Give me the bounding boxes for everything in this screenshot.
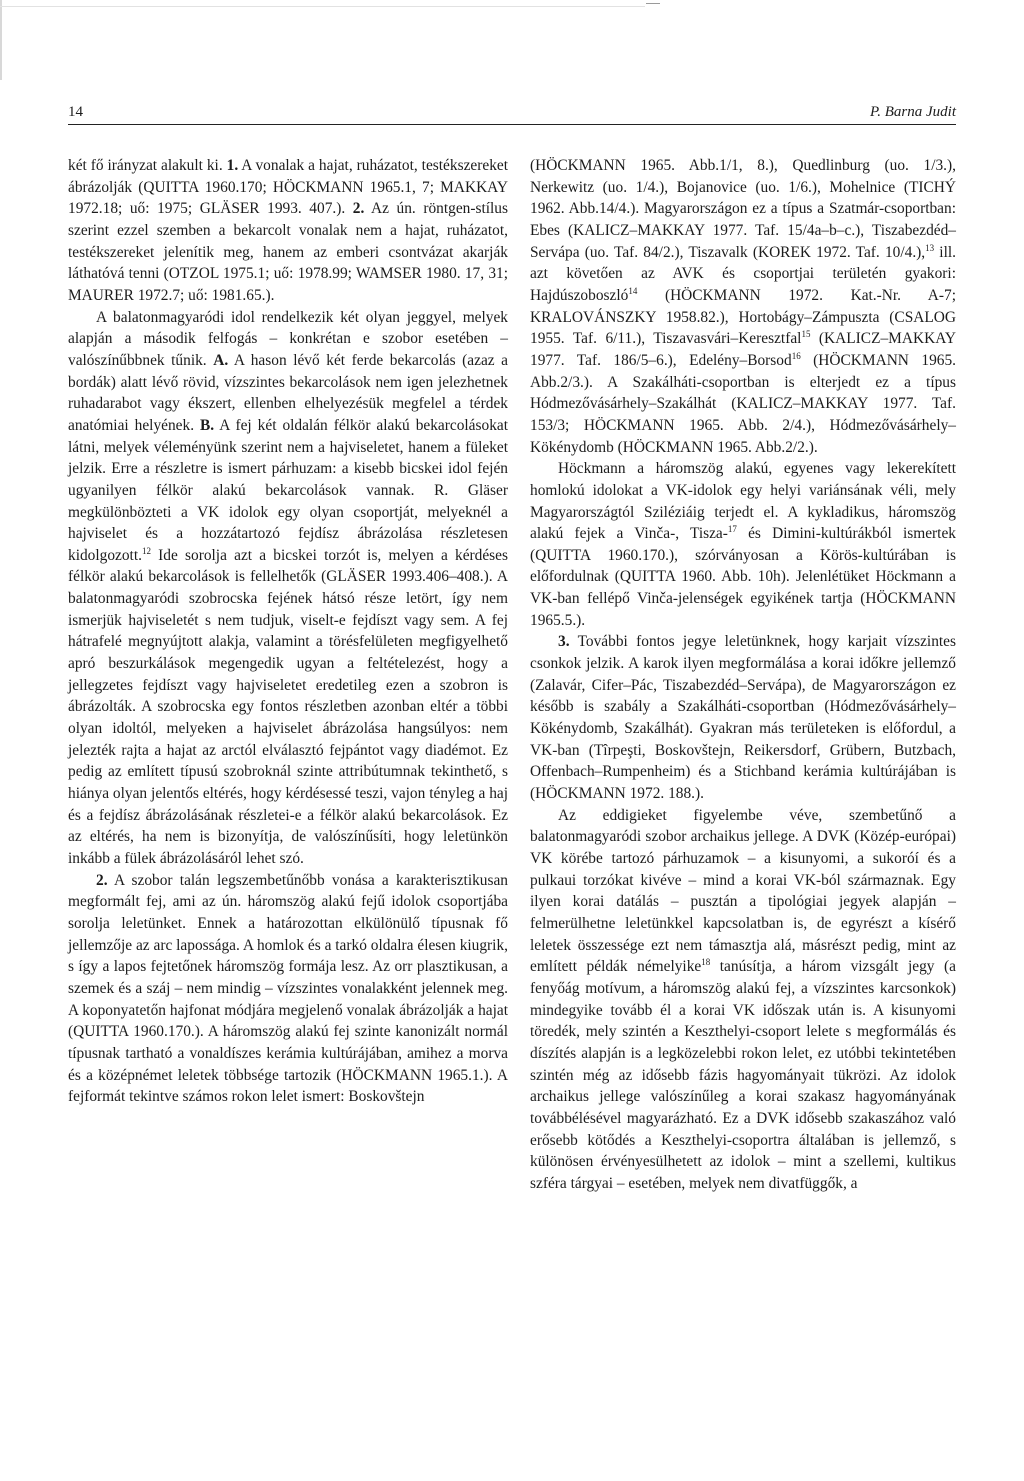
text-run: Höckmann a háromszög alakú, egyenes vagy lekerekített homlokú idolokat a VK-idolok egy helyi variánsának véli, mely Magyarországtól Sziléziáig terjedt el. A kykladikus, háromszög alakú fejek a Vinča-, Tisza-	[530, 460, 956, 543]
page-header	[68, 100, 956, 125]
right-text-column	[530, 155, 956, 1195]
footnote-ref: 14	[628, 285, 638, 296]
paragraph	[68, 870, 508, 1108]
scan-edge-left	[0, 0, 2, 80]
paragraph	[530, 155, 956, 458]
paragraph	[68, 307, 508, 870]
text-run: További fontos jegye leletünknek, hogy karjait vízszintes csonkok jelzik. A karok ilyen megformálása a korai időkre jellemző (Zalavár, Cifer–Pác, Tiszabezdéd–Servápa), de Magyarországon ez később is szabály a Szakálháti-csoportban (Hódmezővásárhely–Kökénydomb, Szakálhát). Gyakran más területeken is előfordul, a VK-ban (Tîrpeşti, Boskovštejn, Reikersdorf, Grübern, Butzbach, Offenbach–Rumpenheim) és a Stichband kerámia kultúrájában is (HÖCKMANN 1972. 188.).	[530, 633, 956, 803]
paragraph	[530, 631, 956, 804]
text-run: A hason lévő két ferde bekarcolás (azaz a bordák) alatt lévő rövid, vízszintes bekarcolások nem igen jelezhetnek ruhadarabot vagy ékszert, ellenben elhelyezésük megfelel a térdek anatómiai helyének.	[68, 351, 509, 434]
text-run: ill. azt követően az AVK és csoportjai területén gyakori: Hajdúszoboszló	[530, 243, 956, 304]
text-run: A fej két oldalán félkör alakú bekarcolásokat látni, melyek véleményünk szerint nem a hajviseletet, hanem a füleket jelzik. Erre a részletre is ismert párhuzam: a kisebb bicskei idol fején ugyanilyen félkör alakú bekarcolások vannak. R. Gläser megkülönbözteti a VK idolok egy olyan csoportját, melyeknél a hajviselet és a hozzátartozó fejdísz ábrázolása részletesen kidolgozott.	[68, 416, 509, 564]
text-run: (HÖCKMANN 1972. Kat.-Nr. A-7; KRALOVÁNSZKY 1958.82.), Hortobágy–Zámpuszta (CSALOG 1955. Taf. 6/11.), Tiszavasvári–Keresztfal	[530, 286, 956, 348]
text-run: tanúsítja, a három vizsgált jegy (a fenyőág motívum, a háromszög alakú fej, a vízszintes karcsonkok) mindegyike tovább él a korai VK időszak után is. A kisunyomi töredék, mely szintén a Keszthelyi-csoport lelete s megformálás és díszítés alapján is a legközelebbi rokon lelet, ez utóbbi tekintetében szintén még az idősebb fázis hagyományait tükrözi. Az idolok archaikus jellege valószínűleg a korai szakasz hagyományának továbbélésével magyarázható. Ez a DVK idősebb szakaszához való erősebb kötődés a Keszthelyi-csoportra általában is jellemző, s különösen érvényesülhetett az idolok – mint a szellemi, kultikus szféra tárgyai – esetében, melyek nem divatfüggők, a	[530, 958, 956, 1192]
section-marker: A.	[213, 351, 229, 369]
text-run: A balatonmagyaródi idol rendelkezik két olyan jeggyel, melyek alapján a második felfogás – konkrétan e szobor esetében – valószínűbbnek tűnik.	[68, 308, 508, 369]
section-marker: 1.	[226, 157, 239, 174]
footnote-ref: 12	[141, 545, 151, 556]
text-run: és Dimini-kultúrákból ismertek (QUITTA 1960.170.), szórványosan a Körös-kultúrában is előfordulnak (QUITTA 1960. Abb. 10h). Jelenlétüket Höckmann a VK-ban fellépő Vinča-jelenségek egyikének tartja (HÖCKMANN 1965.5.).	[530, 525, 956, 629]
running-head-author: P. Barna Judit	[870, 104, 956, 120]
text-run: Az ún. röntgen-stílus szerint ezzel szemben a bekarcolt vonalak nem a hajat, ruházatot, testékszereket jelenítik meg, hanem az emberi csontvázat akarják láthatóvá tenni (OTZOL 1975.1; uő: 1978.99; WAMSER 1980. 17, 31; MAURER 1972.7; uő: 1981.65.).	[68, 200, 508, 304]
left-text-column	[68, 155, 508, 1108]
text-run: Az eddigieket figyelembe véve, szembetűnő a balatonmagyaródi szobor archaikus jellege. A DVK (Közép-európai) VK körébe tartozó párhuzamok – a kisunyomi, a sukoróí és a pulkaui torzókat kivéve – mind a korai VK-ból származnak. Egy ilyen korai datálás – pusztán a tipológiai jegyek alapján – felmerülhetne leletünkkel kapcsolatban is, de egyrészt a kísérő leletek összessége ezt nem támasztja alá, másrészt pedig, mint az említett példák némelyike	[530, 806, 956, 976]
footnote-ref: 15	[801, 329, 811, 340]
text-run: A szobor talán legszembetűnőbb vonása a karakterisztikusan megformált fej, ami az ún. háromszög alakú fejű idolok csoportjába sorolja leletünket. Ennek a határozottan elkülönülő típusnak fő jellemzője az arc lapossága. A homlok és a tarkó oldalra élesen kiugrik, s így a lapos fejtetőnek háromszög formája lesz. Az orr plasztikusan, a szemek és a száj – nem mindig – vízszintes vonalakként jelennek meg. A koponyatetőn hajfonat módjára megjelenő vonalak ábrázolják a hajat (QUITTA 1960.170.). A háromszög alakú fej szinte kanonizált normál típusnak tartható a vonaldíszes kerámia kultúrájában, amihez a morva és a középnémet leletek többsége tartozik (HÖCKMANN 1965.1.). A fejformát tekintve számos rokon lelet ismert: Boskovštejn	[68, 871, 508, 1106]
paragraph	[530, 805, 956, 1195]
text-run: két fő irányzat alakult ki.	[68, 157, 227, 174]
footnote-ref: 13	[925, 242, 935, 253]
text-run: A vonalak a hajat, ruházatot, testékszereket ábrázolják (QUITTA 1960.170; HÖCKMANN 1965.1, 7; MAKKAY 1972.18; uő: 1975; GLÄSER 1993. 407.).	[68, 157, 508, 218]
section-marker: B.	[200, 416, 215, 434]
text-run: (HÖCKMANN 1965. Abb.2/3.). A Szakálháti-csoportban is elterjedt ez a típus Hódmezővásárhely–Szakálhát (KALICZ–MAKKAY 1977. Taf. 153/3; HÖCKMANN 1965. Abb. 2/4.), Hódmezővásárhely–Kökénydomb (HÖCKMANN 1965. Abb.2/2.).	[530, 351, 956, 456]
page-number: 14	[68, 104, 83, 120]
paragraph	[68, 155, 508, 307]
text-run: Ide sorolja azt a bicskei torzót is, melyen a kérdéses félkör alakú bekarcolások is fellelhetők (GLÄSER 1993.406–408.). A balatonmagyaródi szobrocska fejének hátsó része letört, így nem ismerjük hajviseletét s nem tudjuk, viselt-e fejdíszt vagy sem. A fej hátrafelé megnyújtott alakja, valamint a törésfelületen megfigyelhető apró beszurkálások megengedik ugyan a feltételezést, hogy a jellegzetes fejdíszt vagy hajviseletet eredetileg ezen a szobron is ábrázolták. A szobrocska egy fontos részletben azonban eltér a többi olyan idoltól, melyeken a hajviselet ábrázolása hangsúlyos: nem jelezték rajta a hajat az arctól elválasztó fejpántot vagy diadémot. Ez pedig az említett típusú szobroknál szinte attribútumnak tekinthető, s hiánya olyan jelentős eltérés, hogy kérdésessé teszi, vajon tényleg a haj és a fejdísz ábrázolásának részletei-e a félkör alakú bekarcolások. Ez az eltérés, ha nem is bizonyítja, de valószínűsíti, hogy leletünkön inkább a fülek ábrázolásáról lehet szó.	[68, 546, 508, 867]
text-run: (KALICZ–MAKKAY 1977. Taf. 186/5–6.), Edelény–Borsod	[530, 330, 957, 369]
scan-tick-mark	[646, 3, 660, 4]
section-marker: 2.	[352, 200, 365, 218]
scan-edge-top	[0, 6, 645, 7]
section-marker: 2.	[96, 871, 108, 889]
paragraph	[530, 458, 956, 631]
footnote-ref: 18	[701, 957, 711, 968]
text-run: (HÖCKMANN 1965. Abb.1/1, 8.), Quedlinburg (uo. 1/3.), Nerkewitz (uo. 1/4.), Bojanovice (uo. 1/6.), Mohelnice (TICHÝ 1962. Abb.14/4.). Magyarországon ez a típus a Szatmár-csoportban: Ebes (KALICZ–MAKKAY 1977. Taf. 15/4a–b–c.), Tiszabezdéd–Servápa (uo. Taf. 84/2.), Tiszavalk (KOREK 1972. Taf. 10/4.),	[530, 157, 956, 261]
section-marker: 3.	[558, 633, 570, 651]
footnote-ref: 16	[791, 350, 801, 361]
footnote-ref: 17	[727, 524, 737, 535]
